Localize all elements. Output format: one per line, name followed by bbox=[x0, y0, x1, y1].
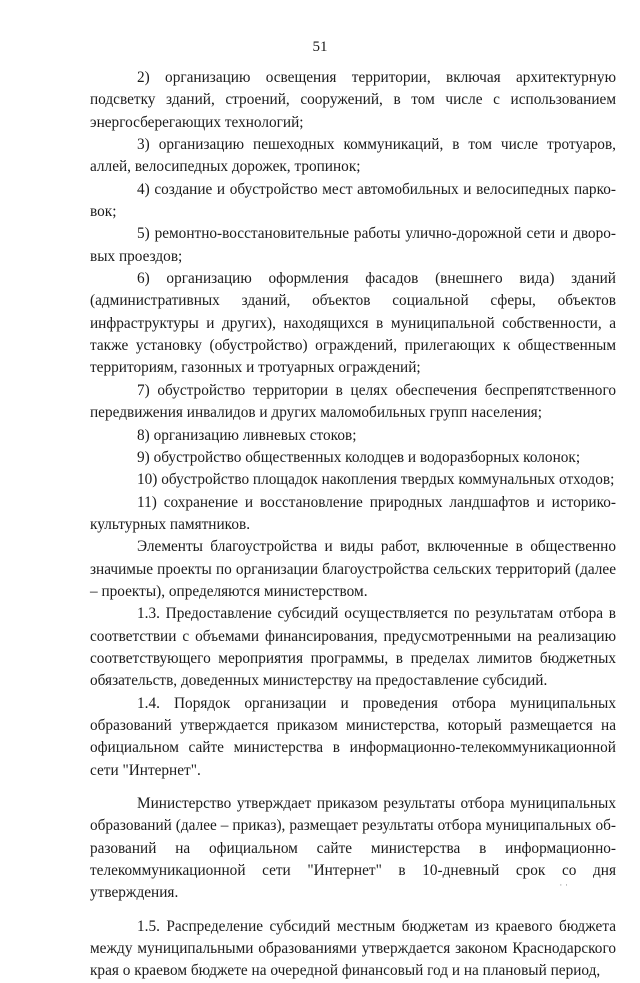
paragraph-1-4: 1.4. Порядок организации и проведения отбора муниципальных образований утверждается приказом министерства, который размещается на официальном сайте министерства в информационно-телекоммуникационной сети "Интернет". bbox=[90, 694, 616, 779]
document-body bbox=[90, 67, 616, 983]
paragraph-item-5: 5) ремонтно-восстановительные работы улично-дорожной сети и дворовых проездов; bbox=[90, 225, 616, 265]
page-number: 51 bbox=[312, 39, 328, 55]
paragraph-elements: Элементы благоустройства и виды работ, включенные в общественно значимые проекты по организации благоустройства сельских территорий (далее – проекты), определяются министерством. bbox=[90, 538, 616, 600]
paragraph-1-5: 1.5. Распределение субсидий местным бюджетам из краевого бюджета между муниципальными образованиями утверждается законом Краснодарского края о краевом бюджете на очередной финансовый год и на плановый период, bbox=[90, 917, 616, 980]
paragraph-ministry-results: Министерство утверждает приказом результаты отбора муниципальных образований (далее – приказ), размещает результаты отбора муниципальных образований на официальном сайте министерства в информационно-телекоммуникационной сети "Интернет" в 10-дневный срок со дня утверждения. bbox=[90, 795, 616, 902]
paragraph-item-11: 11) сохранение и восстановление природных ландшафтов и историко-культурных памятников. bbox=[90, 493, 616, 533]
paragraph-item-3: 3) организацию пешеходных коммуникаций, в том числе тротуаров, аллей, велосипедных дорожек, тропинок; bbox=[90, 136, 616, 176]
paragraph-item-9: 9) обустройство общественных колодцев и водоразборных колонок; bbox=[137, 448, 581, 466]
paragraph-1-3: 1.3. Предоставление субсидий осуществляется по результатам отбора в соответствии с объемами финансирования, предусмотренными на реализацию соответствующего мероприятия программы, в пределах лимитов бюджетных обязательств, доведенных министерству на предоставление субсидий. bbox=[90, 605, 616, 690]
paragraph-item-10: 10) обустройство площадок накопления твердых коммунальных отходов; bbox=[137, 471, 615, 489]
paragraph-item-4: 4) создание и обустройство мест автомобильных и велосипедных парковок; bbox=[90, 180, 616, 221]
paragraph-item-2: 2) организацию освещения территории, включая архитектурную подсветку зданий, строений, сооружений, в том числе с использованием энергосберегающих технологий; bbox=[90, 69, 616, 131]
scan-artifact: · · bbox=[559, 881, 568, 891]
paragraph-item-7: 7) обустройство территории в целях обеспечения беспрепятственного передвижения инвалидов и других маломобильных групп населения; bbox=[90, 381, 616, 422]
paragraph-item-8: 8) организацию ливневых стоков; bbox=[137, 426, 357, 444]
paragraph-item-6: 6) организацию оформления фасадов (внешнего вида) зданий (административных зданий, объектов социальной сферы, объектов инфраструктуры и других), находящихся в муниципальной собственности, а также установку (обустройство) ограждений, прилегающих к общественным территориям, газонных и тротуарных ограждений; bbox=[90, 270, 616, 377]
